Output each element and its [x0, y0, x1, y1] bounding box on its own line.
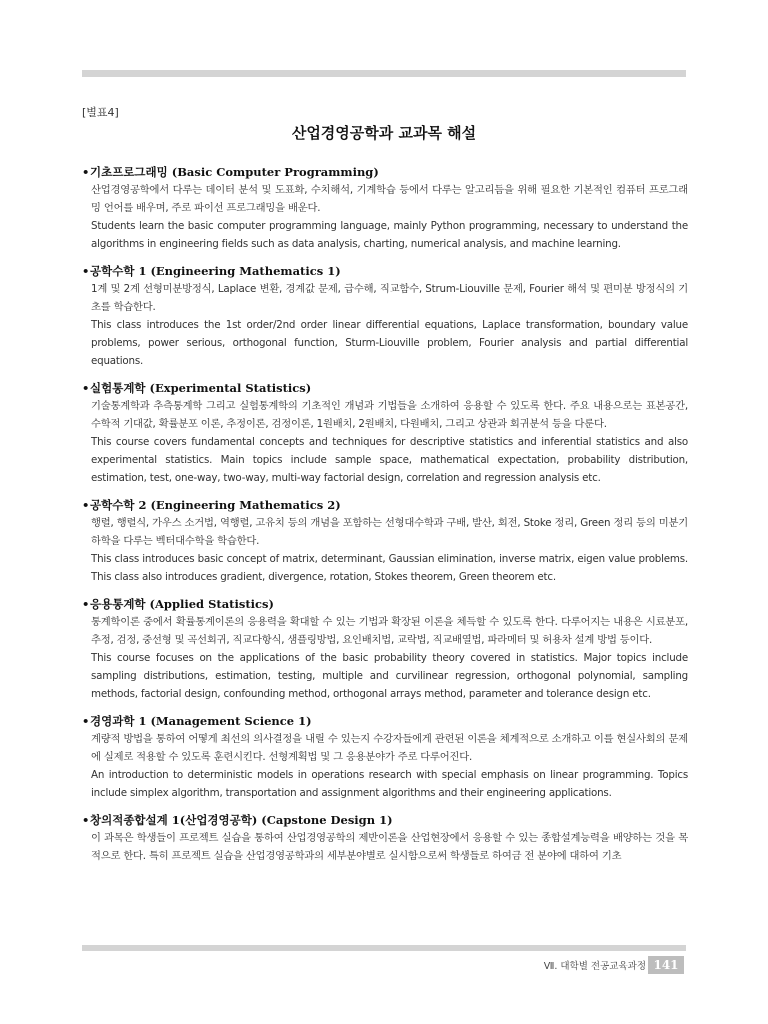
course-heading: •공학수학 1 (Engineering Mathematics 1)	[82, 264, 341, 278]
course-item	[82, 496, 688, 586]
course-description-ko: 산업경영공학에서 다루는 데이터 분석 및 도표화, 수치해석, 기계학습 등에서 다루는 알고리듬을 위해 필요한 기본적인 컴퓨터 프로그래밍 언어를 배우며, 주로 파이선 프로그래밍을 배운다.	[91, 184, 688, 214]
course-item	[82, 811, 688, 865]
course-item	[82, 595, 688, 703]
course-heading: •경영과학 1 (Management Science 1)	[82, 714, 312, 728]
bullet-icon: •	[82, 264, 90, 278]
bullet-icon: •	[82, 714, 90, 728]
course-description-ko: 행렬, 행렬식, 가우스 소거법, 역행렬, 고유치 등의 개념을 포함하는 선형대수학과 구배, 발산, 회전, Stoke 정리, Green 정리 등의 미분기하학을 다루는 벡터대수학을 학습한다.	[91, 517, 688, 547]
course-heading: •기초프로그래밍 (Basic Computer Programming)	[82, 165, 379, 179]
course-description-en: This course covers fundamental concepts and techniques for descriptive statistics and inferential statistics and also experimental statistics. Main topics include sample space, mathematical expectation, probability distribution, estimation, test, one-way, two-way, multi-way factorial design, correlation and regression analysis etc.	[91, 436, 688, 484]
bullet-icon: •	[82, 165, 90, 179]
course-description-en: This course focuses on the applications of the basic probability theory covered in statistics. Major topics include sampling distributions, estimation, testing, multiple and curvilinear regression, orthogonal polynomial, sampling methods, factorial design, confounding method, orthogonal arrays method, parameter and tolerance design etc.	[91, 652, 688, 700]
course-description-ko: 통계학이론 중에서 확률통계이론의 응용력을 확대할 수 있는 기법과 확장된 이론을 체득할 수 있도록 한다. 다루어지는 내용은 시료분포, 추정, 검정, 중선형 및 곡선회귀, 직교다항식, 샘플링방법, 요인배치법, 교락법, 직교배열법, 파라메터 및 허용차 설계 방법 등이다.	[91, 616, 688, 646]
course-item	[82, 262, 688, 370]
page-number: 141	[648, 956, 684, 974]
bottom-rule	[82, 945, 686, 951]
course-list	[82, 163, 688, 874]
bullet-icon: •	[82, 498, 90, 512]
course-item	[82, 712, 688, 802]
course-description-ko: 계량적 방법을 통하여 어떻게 최선의 의사결정을 내릴 수 있는지 수강자들에게 관련된 이론을 체계적으로 소개하고 이를 현실사회의 문제에 실제로 적용할 수 있도록 훈련시킨다. 선형계획법 및 그 응용분야가 주로 다루어진다.	[91, 733, 688, 763]
course-description-ko: 기술통계학과 추측통계학 그리고 실험통계학의 기초적인 개념과 기법들을 소개하여 응용할 수 있도록 한다. 주요 내용으로는 표본공간, 수학적 기대값, 확률분포 이론, 추정이론, 검정이론, 1원배치, 2원배치, 다원배치, 그리고 상관과 회귀분석 등을 다룬다.	[91, 400, 688, 430]
course-heading: •응용통계학 (Applied Statistics)	[82, 597, 274, 611]
appendix-label: [별표4]	[82, 106, 119, 119]
course-description-en: This class introduces basic concept of matrix, determinant, Gaussian elimination, inverse matrix, eigen value problems. This class also introduces gradient, divergence, rotation, Stokes theorem, Green theorem etc.	[91, 553, 688, 583]
course-item	[82, 379, 688, 487]
top-rule	[82, 70, 686, 77]
page-title: 산업경영공학과 교과목 해설	[291, 124, 477, 142]
bullet-icon: •	[82, 597, 90, 611]
bullet-icon: •	[82, 813, 90, 827]
course-description-ko: 이 과목은 학생들이 프로젝트 실습을 통하여 산업경영공학의 제반이론을 산업현장에서 응용할 수 있는 종합설계능력을 배양하는 것을 목적으로 한다. 특히 프로젝트 실습을 산업경영공학과의 세부분야별로 실시함으로써 학생들로 하여금 전 분야에 대하여 기초	[91, 832, 688, 862]
course-heading: •실험통계학 (Experimental Statistics)	[82, 381, 312, 395]
course-description-en: An introduction to deterministic models in operations research with special emphasis on linear programming. Topics include simplex algorithm, transportation and assignment algorithms and their engineering applications.	[91, 769, 688, 799]
course-heading: •공학수학 2 (Engineering Mathematics 2)	[82, 498, 341, 512]
footer-section-title: Ⅶ. 대학별 전공교육과정	[543, 961, 646, 972]
course-description-ko: 1계 및 2계 선형미분방정식, Laplace 변환, 경계값 문제, 급수해, 직교함수, Strum-Liouville 문제, Fourier 해석 및 편미분 방정식의 기초를 학습한다.	[91, 283, 688, 313]
course-heading: •창의적종합설계 1(산업경영공학) (Capstone Design 1)	[82, 813, 393, 827]
course-description-en: Students learn the basic computer programming language, mainly Python programming, necessary to understand the algorithms in engineering fields such as data analysis, charting, numerical analysis, and machine learning.	[91, 220, 688, 250]
course-item	[82, 163, 688, 253]
bullet-icon: •	[82, 381, 90, 395]
course-description-en: This class introduces the 1st order/2nd order linear differential equations, Laplace transformation, boundary value problems, power serious, orthogonal function, Sturm-Liouville problem, Fourier analysis and partial differential equations.	[91, 319, 688, 367]
